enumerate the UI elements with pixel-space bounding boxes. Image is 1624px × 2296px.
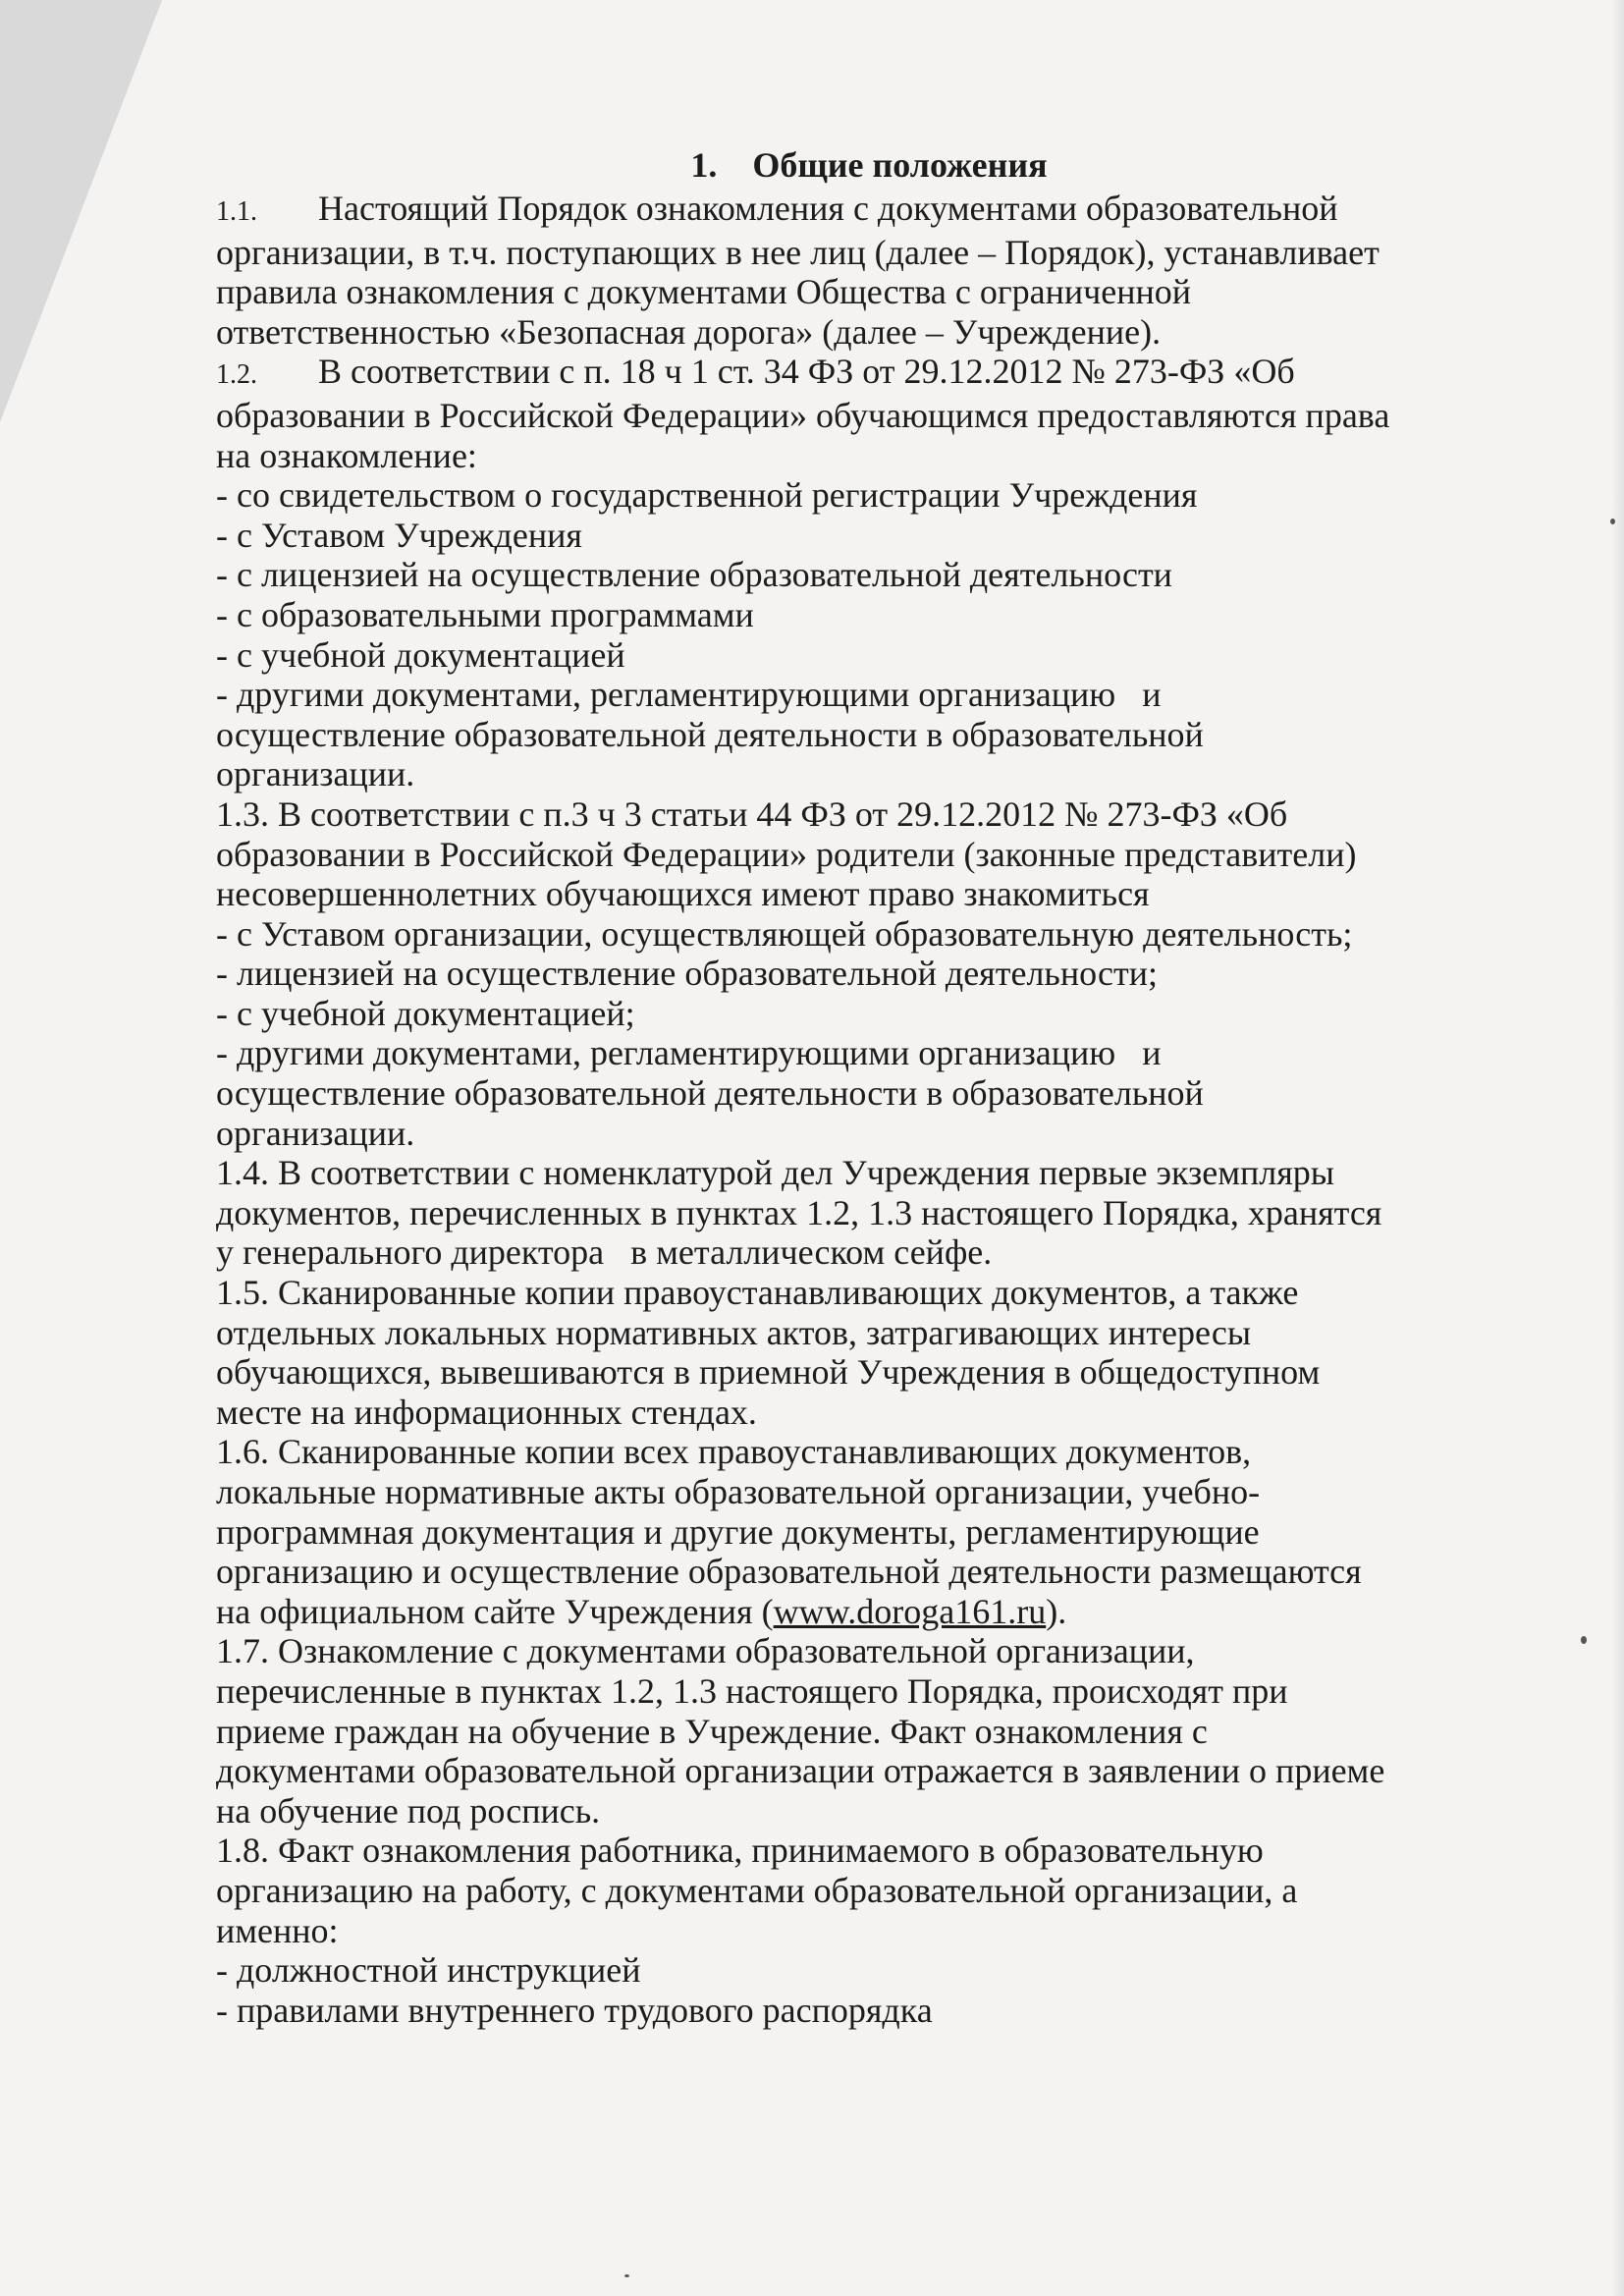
list-item: - с лицензией на осуществление образовательной деятельности: [216, 555, 1172, 595]
paragraph-line: ответственностью «Безопасная дорога» (далее – Учреждение).: [216, 311, 1162, 352]
list-item: - другими документами, регламентирующими организацию и: [216, 675, 1162, 715]
paragraph-line: 1.8. Факт ознакомления работника, принимаемого в образовательную: [216, 1831, 1264, 1871]
paragraph-line: перечисленные в пунктах 1.2, 1.3 настоящего Порядка, происходят при: [216, 1670, 1288, 1711]
paragraph-1-7: [216, 1631, 1522, 1831]
paragraph-1-6: [216, 1432, 1522, 1631]
paragraph-number: 1.1.: [216, 196, 257, 227]
paragraph-line: 1.5. Сканированные копии правоустанавливающих документов, а также: [216, 1273, 1299, 1313]
list-item: - другими документами, регламентирующими организацию и: [216, 1033, 1162, 1073]
list-item: - с Уставом организации, осуществляющей образовательную деятельность;: [216, 913, 1353, 954]
website-link[interactable]: www.doroga161.ru: [773, 1591, 1047, 1631]
paragraph-line: организации.: [216, 1113, 415, 1153]
paragraph-line: 1.4. В соответствии с номенклатурой дел Учреждения первые экземпляры: [216, 1153, 1334, 1193]
paragraph-line: организации.: [216, 754, 415, 794]
paragraph-line: именно:: [216, 1910, 339, 1950]
paragraph-1-2: [216, 352, 1522, 794]
paragraph-line: у генерального директора в металлическом сейфе.: [216, 1232, 993, 1273]
paragraph-line: организацию на работу, с документами образовательной организации, а: [216, 1870, 1298, 1910]
paragraph-text: ).: [1046, 1591, 1067, 1631]
paragraph-1-5: [216, 1273, 1522, 1432]
paragraph-line: образовании в Российской Федерации» обучающимся предоставляются права: [216, 395, 1390, 435]
section-number: 1.: [690, 145, 718, 185]
paragraph-number: 1.2.: [216, 359, 257, 391]
paragraph-line: на ознакомление:: [216, 435, 477, 475]
paragraph-1-3: [216, 794, 1522, 1153]
paragraph-line: [216, 1592, 1522, 1632]
paragraph-line: локальные нормативные акты образовательной организации, учебно-: [216, 1472, 1261, 1511]
paragraph-line: обучающихся, вывешиваются в приемной Учреждения в общедоступном: [216, 1352, 1321, 1393]
section-heading: [216, 145, 1522, 185]
paragraph-1-8: [216, 1831, 1522, 2030]
paragraph-line: отдельных локальных нормативных актов, затрагивающих интересы: [216, 1312, 1252, 1352]
paragraph-line: приеме граждан на обучение в Учреждение. Факт ознакомления с: [216, 1711, 1208, 1751]
list-item: - с Уставом Учреждения: [216, 515, 582, 555]
list-item: - с учебной документацией: [216, 634, 625, 675]
document-page: [216, 145, 1522, 2030]
paragraph-1-1: [216, 189, 1522, 352]
paragraph-line: осуществление образовательной деятельности в образовательной: [216, 1073, 1204, 1114]
list-item: - с образовательными программами: [216, 594, 754, 634]
paragraph-line: программная документация и другие документы, регламентирующие: [216, 1511, 1260, 1552]
list-item: - со свидетельством о государственной регистрации Учреждения: [216, 475, 1198, 516]
paragraph-line: 1.7. Ознакомление с документами образовательной организации,: [216, 1631, 1195, 1671]
paragraph-line: организацию и осуществление образовательной деятельности размещаются: [216, 1552, 1362, 1592]
scan-speck: [1581, 1636, 1587, 1644]
paragraph-1-4: [216, 1153, 1522, 1273]
paragraph-line: [216, 189, 1522, 233]
list-item: - с учебной документацией;: [216, 993, 635, 1033]
paragraph-line: [216, 352, 1522, 396]
paragraph-line: организации, в т.ч. поступающих в нее лиц (далее – Порядок), устанавливает: [216, 232, 1380, 272]
scan-speck: [1610, 519, 1615, 524]
scan-shadow-edge: [1612, 0, 1624, 2296]
paragraph-line: документов, перечисленных в пунктах 1.2, 1.3 настоящего Порядка, хранятся: [216, 1192, 1382, 1232]
paragraph-text: В соответствии с п. 18 ч 1 ст. 34 ФЗ от 29.12.2012 № 273-ФЗ «Об: [318, 352, 1295, 392]
paragraph-line: месте на информационных стендах.: [216, 1392, 757, 1432]
paragraph-text: Настоящий Порядок ознакомления с документами образовательной: [318, 189, 1338, 228]
paragraph-line: 1.6. Сканированные копии всех правоустанавливающих документов,: [216, 1432, 1252, 1472]
paragraph-line: правила ознакомления с документами Общества с ограниченной: [216, 272, 1191, 312]
paragraph-line: документами образовательной организации отражается в заявлении о приеме: [216, 1751, 1385, 1791]
section-title: Общие положения: [752, 145, 1048, 185]
scan-speck: [624, 2274, 629, 2277]
list-item: - правилами внутреннего трудового распорядка: [216, 1990, 933, 2030]
list-item: - лицензией на осуществление образовательной деятельности;: [216, 954, 1158, 994]
paragraph-line: на обучение под роспись.: [216, 1790, 601, 1831]
paragraph-line: осуществление образовательной деятельности в образовательной: [216, 714, 1204, 754]
paragraph-text: на официальном сайте Учреждения (: [216, 1591, 774, 1631]
paragraph-line: несовершеннолетних обучающихся имеют право знакомиться: [216, 874, 1150, 914]
list-item: - должностной инструкцией: [216, 1950, 641, 1991]
paragraph-line: 1.3. В соответствии с п.3 ч 3 статьи 44 ФЗ от 29.12.2012 № 273-ФЗ «Об: [216, 793, 1288, 834]
paragraph-line: образовании в Российской Федерации» родители (законные представители): [216, 834, 1357, 874]
